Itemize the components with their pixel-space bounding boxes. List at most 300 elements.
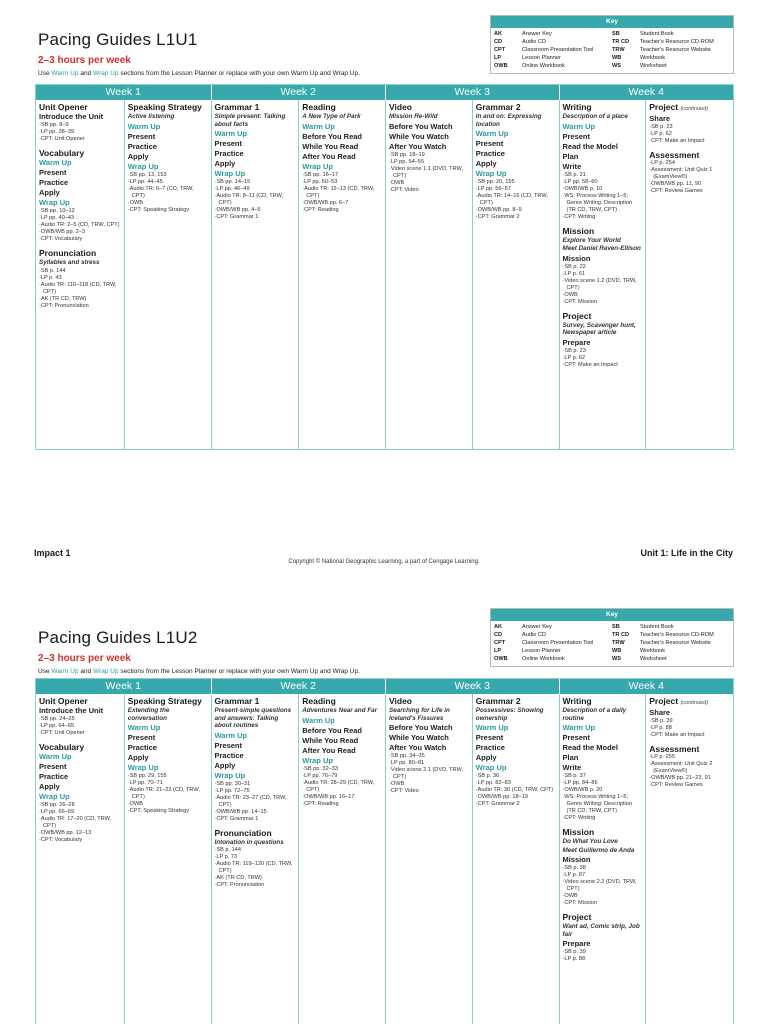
lesson-step: Apply — [39, 782, 60, 791]
resource-item: · CPT: Unit Opener — [39, 730, 121, 737]
resource-item: · LP pp. 66–69 — [39, 809, 121, 816]
resource-item: · CPT: Reading — [302, 801, 382, 808]
resource-item: · SB pp. 24–25 — [39, 716, 121, 723]
section-heading: Vocabulary — [39, 742, 85, 752]
lesson-step: Present — [214, 740, 243, 750]
section-heading: Grammar 2 — [475, 102, 521, 112]
key-definition: Classroom Presentation Tool — [522, 640, 594, 646]
topic-title: Do What You Love — [562, 838, 618, 845]
section-heading: Mission — [562, 827, 595, 837]
resource-item: · SB pp. 26–28 — [39, 802, 121, 809]
key-row — [494, 647, 612, 655]
note-wrap-up: Wrap Up — [93, 668, 119, 675]
key-row — [612, 647, 730, 655]
key-abbreviation: TRW — [612, 640, 625, 646]
warmup-wrapup-step: Warm Up — [39, 158, 72, 167]
resource-item: · SB p. 39 — [563, 949, 643, 956]
footer-book-title: Impact 1 — [34, 548, 71, 558]
resource-item: · CPT: Make an Impact — [563, 362, 643, 369]
lesson-step: Before You Read — [302, 725, 362, 735]
page-title: Pacing Guides L1U1 — [38, 30, 198, 49]
resource-item: · OWB/WB p. 10 — [563, 186, 643, 193]
resource-item: · CPT: Reading — [302, 207, 382, 214]
resource-item: · SB p. 23 — [563, 348, 643, 355]
lesson-column — [211, 100, 299, 449]
week-3-header: Week 3 — [385, 679, 559, 694]
section-heading: Vocabulary — [39, 148, 85, 158]
lesson-column — [298, 100, 385, 449]
resource-item: · SB p. 36 — [476, 773, 556, 780]
week-3-header: Week 3 — [385, 85, 559, 100]
resource-item: · Assessment: Unit Quiz 2 (ExamView®) — [649, 761, 730, 775]
section-heading: Video — [389, 696, 412, 706]
lesson-step: Write — [562, 763, 582, 772]
resource-item: · LP p. 62 — [649, 131, 730, 138]
resource-item: · WS: Process Writing 1–5; Genre Writing: Description (TR CD, TRW, CPT) — [563, 193, 643, 214]
lesson-step: Present — [127, 131, 156, 141]
resource-item: · CPT: Grammar 1 — [215, 816, 296, 823]
key-abbreviation: LP — [494, 55, 502, 61]
lesson-step: Present — [39, 168, 67, 177]
resource-item: · OWB/WB pp. 2–3 — [39, 229, 121, 236]
key-row — [494, 46, 612, 54]
topic-title: Syllables and stress — [39, 259, 100, 266]
key-abbreviation: WB — [612, 55, 622, 61]
topic-title: Mission Re-Wild — [389, 113, 438, 120]
lesson-column — [385, 100, 472, 449]
lesson-step: Prepare — [562, 337, 591, 347]
lesson-step: While You Read — [302, 141, 359, 151]
resource-item: · SB p. 22 — [563, 264, 643, 271]
resource-item: · SB pp. 13, 153 — [128, 172, 208, 179]
abbreviation-key — [490, 608, 734, 667]
topic-title: A New Type of Park — [302, 113, 361, 120]
section-heading: Grammar 1 — [214, 102, 260, 112]
section-heading — [649, 696, 730, 708]
resource-item: · OWB/WB pp. 11, 90 — [649, 181, 730, 188]
lesson-step: Apply — [214, 159, 236, 168]
lesson-step: Practice — [39, 178, 69, 187]
section-heading-label: Project — [649, 102, 679, 112]
lesson-step: After You Watch — [389, 141, 447, 151]
week-4-header: Week 4 — [559, 679, 734, 694]
warmup-wrapup-step: Wrap Up — [214, 169, 246, 178]
key-row — [494, 30, 612, 38]
lesson-step: Prepare — [562, 939, 591, 948]
lesson-step: Present — [127, 733, 156, 742]
warmup-wrapup-step: Wrap Up — [39, 792, 70, 801]
section-heading: Reading — [302, 696, 336, 706]
key-definition: Worksheet — [640, 63, 667, 69]
key-abbreviation: CD — [494, 632, 503, 638]
resource-item: · CPT: Speaking Strategy — [128, 207, 208, 214]
resource-item: · LP pp. 40–43 — [39, 215, 121, 222]
resource-item: · AK (TR CD, TRW) — [215, 875, 296, 882]
lesson-step: Apply — [475, 753, 497, 762]
lesson-column — [559, 694, 646, 1024]
resource-item: · SB p. 38 — [563, 865, 643, 872]
resource-item: · SB pp. 32–33 — [302, 766, 382, 773]
lesson-step: Present — [214, 139, 243, 148]
key-abbreviation: WS — [612, 63, 622, 69]
footer-copyright: Copyright © National Geographic Learning, a part of Cengage Learning. — [288, 559, 480, 565]
key-left-column — [494, 623, 612, 663]
section-heading: Pronunciation — [214, 827, 272, 838]
key-row — [612, 62, 730, 70]
resource-item: · SB p. 144 — [215, 847, 296, 854]
lesson-column — [472, 100, 559, 449]
page-title: Pacing Guides L1U2 — [38, 628, 198, 647]
resource-item: · LP pp. 44–45 — [128, 179, 208, 186]
topic-title: Present-simple questions and answers: Talking about routines — [214, 707, 292, 729]
lesson-column — [298, 694, 385, 1024]
section-heading: Assessment — [649, 150, 700, 160]
week-4-header: Week 4 — [559, 85, 734, 100]
instructions-note — [38, 668, 360, 675]
lesson-step: Apply — [214, 760, 236, 770]
warmup-wrapup-step: Wrap Up — [39, 198, 70, 207]
key-row — [494, 54, 612, 62]
resource-item: · Audio TR: 119–120 (CD, TRW, CPT) — [215, 861, 296, 875]
pacing-guide-page-2 — [0, 598, 768, 1024]
resource-item: · LP pp. 70–71 — [128, 780, 208, 787]
key-definition: Lesson Planner — [522, 648, 561, 654]
note-use: Use — [38, 668, 52, 675]
key-row — [612, 38, 730, 46]
topic-title: Extending the conversation — [127, 707, 170, 722]
note-and: and — [78, 70, 94, 77]
key-abbreviation: OWB — [494, 656, 508, 662]
lesson-step: Practice — [475, 149, 505, 158]
lesson-step: Before You Read — [302, 131, 362, 141]
lesson-step: Present — [475, 139, 504, 148]
resource-item: · Audio TR: 21–22 (CD, TRW, CPT) — [128, 787, 208, 801]
lesson-step: Plan — [562, 151, 579, 161]
week-2-header: Week 2 — [211, 85, 386, 100]
key-definition: Online Workbook — [522, 656, 565, 662]
note-rest: sections from the Lesson Planner or replace with your own Warm Up and Wrap Up. — [118, 668, 360, 675]
lesson-step: Present — [562, 131, 591, 141]
key-definition: Answer Key — [522, 624, 552, 630]
lesson-step: Apply — [127, 753, 149, 762]
topic-title: Meet Daniel Raven-Ellison — [562, 245, 641, 252]
key-abbreviation: WB — [612, 648, 622, 654]
section-heading: Video — [389, 102, 412, 112]
warmup-wrapup-step: Wrap Up — [214, 770, 246, 780]
section-heading: Assessment — [649, 744, 700, 754]
key-row — [494, 639, 612, 647]
resource-item: · SB pp. 10–12 — [39, 208, 121, 215]
section-heading: Reading — [302, 102, 336, 112]
page-footer — [0, 548, 768, 568]
lesson-step: While You Watch — [389, 733, 449, 742]
topic-title: Want ad, Comic strip, Job fair — [562, 923, 640, 938]
key-abbreviation: CPT — [494, 640, 506, 646]
resource-item: · CPT: Grammar 2 — [476, 801, 556, 808]
resource-item: · OWB/WB pp. 21–23, 91 — [649, 775, 730, 782]
section-heading: Speaking Strategy — [127, 696, 202, 706]
key-abbreviation: LP — [494, 648, 502, 654]
resource-item: · LP p. 87 — [563, 872, 643, 879]
lesson-step: After You Read — [302, 745, 356, 755]
lesson-column — [645, 694, 733, 1024]
section-heading: Grammar 1 — [214, 696, 260, 706]
resource-item: · LP pp. 50–53 — [302, 179, 382, 186]
section-heading: Writing — [562, 696, 592, 706]
resource-item: · SB p. 23 — [649, 124, 730, 131]
key-definition: Audio CD — [522, 39, 546, 45]
topic-title: Active listening — [127, 113, 175, 120]
resource-item: · AK (TR CD, TRW) — [39, 296, 121, 303]
note-wrap-up: Wrap Up — [93, 70, 119, 77]
pacing-grid — [35, 84, 734, 450]
resource-item: · Audio TR: 23–27 (CD, TRW, CPT) — [215, 795, 296, 809]
resource-item: · Audio TR: 6–7 (CD, TRW, CPT) — [128, 186, 208, 200]
lesson-step: After You Watch — [389, 743, 447, 752]
lesson-step: Share — [649, 708, 671, 717]
resource-item: · OWB/WB pp. 12–13 — [39, 830, 121, 837]
resource-item: · CPT: Writing — [563, 214, 643, 221]
hours-per-week: 2–3 hours per week — [38, 55, 131, 66]
resource-item: · OWB/WB pp. 8–9 — [476, 207, 556, 214]
key-definition: Teacher's Resource Website — [640, 640, 711, 646]
lesson-step: Share — [649, 114, 671, 123]
resource-item: · LP pp. 38–39 — [39, 129, 121, 136]
week-1-header: Week 1 — [105, 86, 141, 98]
resource-item: · Audio TR: 28–29 (CD, TRW, CPT) — [302, 780, 382, 794]
key-row — [494, 38, 612, 46]
resource-item: · LP p. 255 — [649, 754, 730, 761]
lesson-column — [211, 694, 299, 1024]
note-and: and — [78, 668, 94, 675]
key-definition: Teacher's Resource Website — [640, 47, 711, 53]
resource-item: · LP pp. 76–79 — [302, 773, 382, 780]
resource-item: · CPT: Unit Opener — [39, 136, 121, 143]
key-definition: Answer Key — [522, 31, 552, 37]
section-heading: Unit Opener — [39, 102, 88, 112]
section-heading: Writing — [562, 102, 592, 112]
resource-item: · SB pp. 18–19 — [389, 152, 469, 159]
topic-title: In and on: Expressing location — [475, 113, 542, 128]
lesson-step: Practice — [475, 743, 505, 752]
lesson-step: Practice — [214, 149, 244, 158]
key-row — [494, 655, 612, 663]
resource-item: · CPT: Mission — [563, 900, 643, 907]
warmup-wrapup-step: Wrap Up — [127, 161, 159, 171]
subheading: Introduce the Unit — [39, 706, 104, 715]
warmup-wrapup-step: Warm Up — [475, 723, 509, 732]
key-definition: Lesson Planner — [522, 55, 561, 61]
key-row — [612, 639, 730, 647]
key-abbreviation: AK — [494, 624, 503, 630]
key-definition: Audio CD — [522, 632, 546, 638]
topic-title: Simple present: Talking about facts — [214, 113, 286, 128]
resource-item: · Video scene 1.2 (DVD, TRW, CPT) — [563, 278, 643, 292]
resource-item: · OWB/WB p. 20 — [563, 787, 643, 794]
key-definition: Workbook — [640, 55, 666, 61]
resource-item: · Audio TR: 30 (CD, TRW, CPT) — [476, 787, 556, 794]
lesson-step: Practice — [39, 772, 69, 781]
key-row — [612, 631, 730, 639]
note-use: Use — [38, 70, 52, 77]
key-definition: Online Workbook — [522, 63, 565, 69]
resource-item: · CPT: Pronunciation — [39, 303, 121, 310]
topic-title: Survey, Scavenger hunt, Newspaper article — [562, 321, 636, 336]
topic-title: Meet Guillermo de Anda — [562, 846, 635, 854]
key-row — [612, 54, 730, 62]
warmup-wrapup-step: Wrap Up — [127, 763, 159, 772]
lesson-column — [472, 694, 559, 1024]
lesson-step: Practice — [127, 141, 157, 151]
key-abbreviation: TR CD — [612, 632, 630, 638]
resource-item: · CPT: Vocabulary — [39, 837, 121, 844]
resource-item: · LP p. 88 — [649, 725, 730, 732]
resource-item: · Assessment: Unit Quiz 1 (ExamView®) — [649, 167, 730, 181]
resource-item: · SB pp. 16–17 — [302, 172, 382, 179]
lesson-step: While You Read — [302, 735, 359, 745]
key-abbreviation: SB — [612, 31, 620, 37]
lesson-step: Read the Model — [562, 141, 618, 151]
lesson-step: Practice — [127, 743, 157, 752]
key-definition: Student Book — [640, 624, 674, 630]
key-row — [494, 631, 612, 639]
resource-item: · CPT: Writing — [563, 815, 643, 822]
week-1-header: Week 1 — [105, 680, 141, 692]
subheading: Introduce the Unit — [39, 112, 104, 121]
resource-item: · OWB/WB pp. 16–17 — [302, 794, 382, 801]
key-row — [612, 30, 730, 38]
resource-item: · LP p. 73 — [215, 854, 296, 861]
resource-item: · SB p. 144 — [39, 268, 121, 275]
resource-item: · Audio TR: 116–118 (CD, TRW, CPT) — [39, 282, 121, 296]
lesson-step: Practice — [214, 750, 244, 760]
abbreviation-key — [490, 15, 734, 74]
resource-item: · LP pp. 54–55 — [389, 159, 469, 166]
lesson-step: Mission — [562, 855, 591, 864]
resource-item: · Audio TR: 8–11 (CD, TRW, CPT) — [215, 193, 296, 207]
warmup-wrapup-step: Warm Up — [475, 129, 509, 138]
warmup-wrapup-step: Warm Up — [39, 752, 72, 761]
resource-item: · LP pp. 84–86 — [563, 780, 643, 787]
resource-item: · CPT: Vocabulary — [39, 236, 121, 243]
resource-item: · LP pp. 82–83 — [476, 780, 556, 787]
key-left-column — [494, 30, 612, 70]
note-rest: sections from the Lesson Planner or replace with your own Warm Up and Wrap Up. — [118, 70, 360, 77]
resource-item: · LP p. 88 — [563, 956, 643, 963]
lesson-column — [645, 100, 733, 449]
resource-item: · LP p. 254 — [649, 160, 730, 167]
resource-item: · Audio TR: 14–16 (CD, TRW, CPT) — [476, 193, 556, 207]
resource-item: · LP pp. 80–81 — [389, 760, 469, 767]
section-heading: Speaking Strategy — [127, 102, 202, 112]
resource-item: · LP pp. 46–49 — [215, 186, 296, 193]
key-abbreviation: CD — [494, 39, 503, 45]
key-definition: Student Book — [640, 31, 674, 37]
resource-item: · LP pp. 72–75 — [215, 788, 296, 795]
resource-item: · Video scene 2.2 (DVD, TRW, CPT) — [563, 879, 643, 893]
lesson-step: Apply — [475, 159, 497, 168]
resource-item: · SB pp. 8–9 — [39, 122, 121, 129]
lesson-step: Write — [562, 161, 582, 171]
topic-title: Explore Your World — [562, 236, 621, 244]
resource-item: · LP pp. 56–57 — [476, 186, 556, 193]
topic-title: Intonation in questions — [214, 838, 284, 846]
section-heading: Unit Opener — [39, 696, 88, 706]
resource-item: · CPT: Make an Impact — [649, 732, 730, 739]
key-row — [612, 623, 730, 631]
lesson-step: Present — [475, 733, 504, 742]
warmup-wrapup-step: Warm Up — [214, 730, 248, 740]
week-header-bar — [36, 679, 733, 694]
lesson-column — [385, 694, 472, 1024]
resource-item: · CPT: Pronunciation — [215, 882, 296, 889]
resource-item: · OWB — [128, 200, 208, 207]
key-definition: Teacher's Resource CD-ROM — [640, 632, 714, 638]
resource-item: · SB p. 37 — [563, 773, 643, 780]
section-heading: Pronunciation — [39, 248, 97, 258]
key-abbreviation: OWB — [494, 63, 508, 69]
resource-item: · OWB — [563, 292, 643, 299]
resource-item: · Audio TR: 2–5 (CD, TRW, CPT) — [39, 222, 121, 229]
resource-item: · CPT: Speaking Strategy — [128, 808, 208, 815]
resource-item: · Video scene 1.1 (DVD, TRW, CPT) — [389, 166, 469, 180]
warmup-wrapup-step: Wrap Up — [475, 169, 507, 178]
topic-title: Adventures Near and Far — [302, 707, 378, 714]
key-row — [494, 623, 612, 631]
key-right-column — [612, 30, 730, 70]
resource-item: · CPT: Video — [389, 788, 469, 795]
footer-unit-title: Unit 1: Life in the City — [640, 548, 733, 558]
section-heading — [649, 102, 730, 114]
key-definition: Teacher's Resource CD-ROM — [640, 39, 714, 45]
resource-item: · OWB — [563, 893, 643, 900]
resource-item: · SB pp. 34–35 — [389, 753, 469, 760]
lesson-step: Present — [562, 733, 591, 742]
lesson-column — [36, 100, 124, 449]
resource-item: · CPT: Grammar 2 — [476, 214, 556, 221]
week-header-bar — [36, 85, 733, 100]
warmup-wrapup-step: Warm Up — [214, 129, 248, 138]
key-row — [612, 655, 730, 663]
topic-title: Description of a daily routine — [562, 707, 627, 722]
lesson-step: Before You Watch — [389, 723, 453, 732]
resource-item: · LP p. 43 — [39, 275, 121, 282]
warmup-wrapup-step: Wrap Up — [475, 763, 507, 772]
resource-item: · SB pp. 20, 155 — [476, 179, 556, 186]
resource-item: · CPT: Grammar 1 — [215, 214, 296, 221]
continued-note: (continued) — [680, 106, 708, 112]
continued-note: (continued) — [680, 700, 708, 706]
resource-item: · OWB — [128, 801, 208, 808]
key-header: Key — [491, 609, 733, 621]
week-2-header: Week 2 — [211, 679, 386, 694]
lesson-step: After You Read — [302, 151, 356, 161]
key-right-column — [612, 623, 730, 663]
resource-item: · SB p. 39 — [649, 718, 730, 725]
resource-item: · OWB — [389, 781, 469, 788]
instructions-note — [38, 70, 360, 77]
note-warm-up: Warm Up — [51, 668, 79, 675]
resource-item: · OWB — [389, 180, 469, 187]
lesson-column — [36, 694, 124, 1024]
key-row — [494, 62, 612, 70]
section-heading: Grammar 2 — [475, 696, 521, 706]
hours-per-week: 2–3 hours per week — [38, 653, 131, 664]
resource-item: · CPT: Review Games — [649, 782, 730, 789]
key-row — [612, 46, 730, 54]
warmup-wrapup-step: Warm Up — [127, 121, 161, 131]
resource-item: · CPT: Make an Impact — [649, 138, 730, 145]
